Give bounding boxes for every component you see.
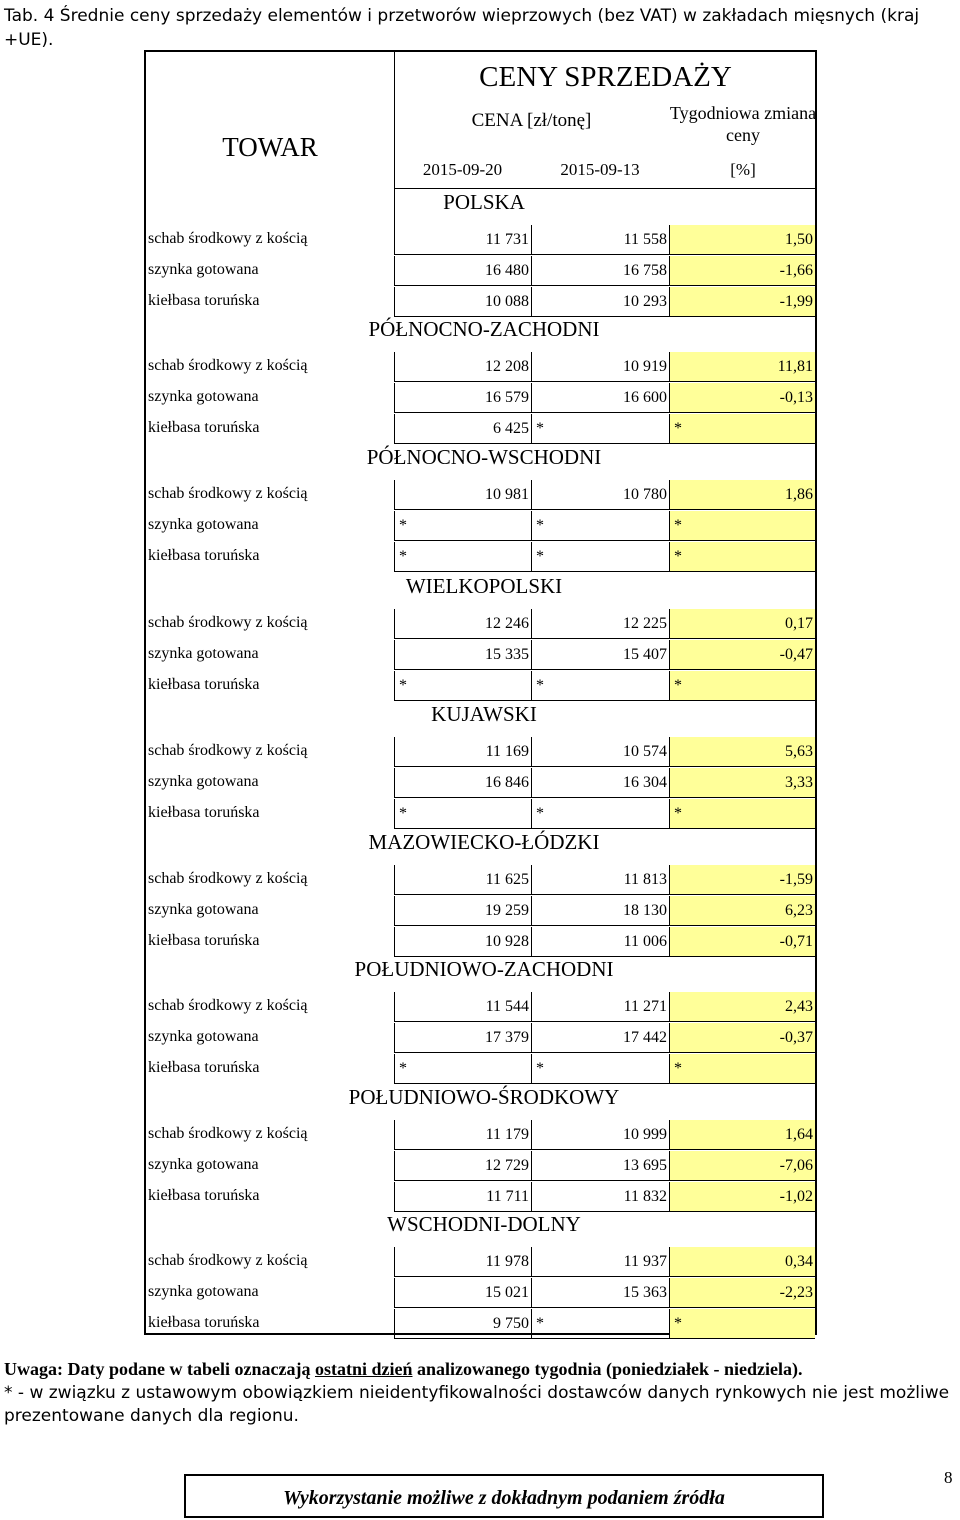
header-date-current: 2015-09-20 — [422, 160, 503, 179]
price-previous: 16 758 — [531, 256, 669, 286]
region-heading: POŁUDNIOWO-ŚRODKOWY — [348, 1085, 620, 1109]
price-current: 16 579 — [394, 383, 531, 413]
note-text-3: analizowanego tygodnia (poniedziałek - niedziela). — [412, 1359, 803, 1379]
region-heading: POŁUDNIOWO-ZACHODNI — [354, 957, 614, 981]
price-current: 11 731 — [394, 225, 531, 255]
price-current: 17 379 — [394, 1023, 531, 1053]
price-change: * — [669, 542, 815, 572]
header-cena: CENA [zł/tonę] — [471, 110, 592, 131]
product-name: szynka gotowana — [148, 645, 259, 662]
table-row — [146, 480, 815, 510]
price-current: 12 246 — [394, 609, 531, 639]
product-name: kiełbasa toruńska — [148, 1059, 260, 1076]
price-change: -1,66 — [669, 256, 815, 286]
price-current: 10 088 — [394, 287, 531, 317]
page-number: 8 — [944, 1468, 953, 1487]
table-row — [146, 383, 815, 413]
product-name: szynka gotowana — [148, 261, 259, 278]
price-change: * — [669, 414, 815, 444]
price-previous: 10 293 — [531, 287, 669, 317]
price-previous: 10 780 — [531, 480, 669, 510]
header-tygodniowa-zmiana: Tygodniowa zmiana ceny — [669, 103, 817, 145]
product-name: szynka gotowana — [148, 1156, 259, 1173]
table-row — [146, 1023, 815, 1053]
price-previous: 15 363 — [531, 1278, 669, 1308]
price-change: 1,86 — [669, 480, 815, 510]
region-heading: KUJAWSKI — [431, 702, 537, 726]
price-change: * — [669, 1054, 815, 1084]
product-name: kiełbasa toruńska — [148, 676, 260, 693]
table-row — [146, 671, 815, 701]
table-row — [146, 1247, 815, 1277]
price-current: 16 846 — [394, 768, 531, 798]
price-current: 11 978 — [394, 1247, 531, 1277]
product-name: szynka gotowana — [148, 901, 259, 918]
price-change: -0,13 — [669, 383, 815, 413]
table-row — [146, 1054, 815, 1084]
table-row — [146, 896, 815, 926]
price-previous: * — [531, 1054, 669, 1084]
product-name: szynka gotowana — [148, 773, 259, 790]
price-previous: 10 999 — [531, 1120, 669, 1150]
product-name: schab środkowy z kością — [148, 230, 308, 247]
table-row — [146, 511, 815, 541]
price-current: 19 259 — [394, 896, 531, 926]
header-ceny-sprzedazy: CENY SPRZEDAŻY — [479, 61, 732, 93]
product-name: kiełbasa toruńska — [148, 419, 260, 436]
product-name: schab środkowy z kością — [148, 997, 308, 1014]
price-change: 6,23 — [669, 896, 815, 926]
price-change: -0,71 — [669, 927, 815, 957]
table-row — [146, 768, 815, 798]
note-text-underlined: ostatni dzień — [314, 1359, 413, 1379]
product-name: kiełbasa toruńska — [148, 932, 260, 949]
price-change: 5,63 — [669, 737, 815, 767]
table-row — [146, 1309, 815, 1339]
header-towar: TOWAR — [146, 52, 395, 242]
price-change: * — [669, 671, 815, 701]
product-name: szynka gotowana — [148, 1283, 259, 1300]
price-current: 10 928 — [394, 927, 531, 957]
price-change: -0,47 — [669, 640, 815, 670]
table-row — [146, 542, 815, 572]
price-previous: 11 271 — [531, 992, 669, 1022]
price-current: 11 711 — [394, 1182, 531, 1212]
note-asterisk-explanation: * - w związku z ustawowym obowiązkiem nieidentyfikowalności dostawców danych rynkowych nie jest możliwe prezentowane danych dla regionu. — [4, 1383, 950, 1426]
note — [4, 1358, 954, 1428]
price-previous: * — [531, 511, 669, 541]
product-name: schab środkowy z kością — [148, 614, 308, 631]
region-heading: WSCHODNI-DOLNY — [387, 1212, 581, 1236]
product-name: schab środkowy z kością — [148, 485, 308, 502]
product-name: schab środkowy z kością — [148, 1252, 308, 1269]
price-current: * — [394, 1054, 531, 1084]
table-row — [146, 1151, 815, 1181]
price-previous: * — [531, 799, 669, 829]
table-row — [146, 352, 815, 382]
price-change: * — [669, 799, 815, 829]
price-change: -1,59 — [669, 865, 815, 895]
product-name: szynka gotowana — [148, 1028, 259, 1045]
price-current: 15 021 — [394, 1278, 531, 1308]
table-row — [146, 865, 815, 895]
price-previous: * — [531, 542, 669, 572]
price-change: 1,50 — [669, 225, 815, 255]
product-name: schab środkowy z kością — [148, 1125, 308, 1142]
price-change: 11,81 — [669, 352, 815, 382]
table-row — [146, 992, 815, 1022]
price-previous: 16 304 — [531, 768, 669, 798]
product-name: schab środkowy z kością — [148, 742, 308, 759]
price-change: 0,17 — [669, 609, 815, 639]
product-name: kiełbasa toruńska — [148, 292, 260, 309]
price-previous: 11 813 — [531, 865, 669, 895]
price-change: -7,06 — [669, 1151, 815, 1181]
table-row — [146, 287, 815, 317]
product-name: schab środkowy z kością — [148, 357, 308, 374]
table-row — [146, 799, 815, 829]
price-change: 3,33 — [669, 768, 815, 798]
product-name: kiełbasa toruńska — [148, 1187, 260, 1204]
price-current: 12 208 — [394, 352, 531, 382]
table-row — [146, 256, 815, 286]
price-current: 11 625 — [394, 865, 531, 895]
price-previous: 16 600 — [531, 383, 669, 413]
price-current: * — [394, 511, 531, 541]
price-current: 6 425 — [394, 414, 531, 444]
price-previous: 17 442 — [531, 1023, 669, 1053]
table-caption: Tab. 4 Średnie ceny sprzedaży elementów i przetworów wieprzowych (bez VAT) w zakładach mięsnych (kraj +UE). — [4, 6, 920, 50]
price-previous: * — [531, 414, 669, 444]
region-heading: MAZOWIECKO-ŁÓDZKI — [368, 830, 600, 854]
price-current: * — [394, 542, 531, 572]
product-name: szynka gotowana — [148, 516, 259, 533]
price-previous: * — [531, 1309, 669, 1339]
price-previous: 11 006 — [531, 927, 669, 957]
price-change: 2,43 — [669, 992, 815, 1022]
price-change: * — [669, 511, 815, 541]
price-change: -2,23 — [669, 1278, 815, 1308]
header-percent: [%] — [730, 160, 756, 179]
price-change: 1,64 — [669, 1120, 815, 1150]
price-current: 15 335 — [394, 640, 531, 670]
source-footer: Wykorzystanie możliwe z dokładnym podaniem źródła — [184, 1474, 824, 1518]
price-previous: 13 695 — [531, 1151, 669, 1181]
region-heading: WIELKOPOLSKI — [405, 574, 563, 598]
table-row — [146, 927, 815, 957]
price-previous: 18 130 — [531, 896, 669, 926]
table-row — [146, 640, 815, 670]
price-current: 9 750 — [394, 1309, 531, 1339]
price-previous: 10 574 — [531, 737, 669, 767]
table-row — [146, 1120, 815, 1150]
table-row — [146, 737, 815, 767]
product-name: kiełbasa toruńska — [148, 804, 260, 821]
price-previous: * — [531, 671, 669, 701]
product-name: schab środkowy z kością — [148, 870, 308, 887]
price-previous: 10 919 — [531, 352, 669, 382]
price-change: -0,37 — [669, 1023, 815, 1053]
region-heading: POLSKA — [443, 190, 525, 214]
table-row — [146, 225, 815, 255]
price-previous: 15 407 — [531, 640, 669, 670]
region-heading: PÓŁNOCNO-ZACHODNI — [368, 317, 600, 341]
price-previous: 11 832 — [531, 1182, 669, 1212]
price-current: 11 179 — [394, 1120, 531, 1150]
header-divider — [394, 188, 817, 189]
price-change: * — [669, 1309, 815, 1339]
product-name: kiełbasa toruńska — [148, 1314, 260, 1331]
price-current: * — [394, 799, 531, 829]
table-row — [146, 609, 815, 639]
price-previous: 12 225 — [531, 609, 669, 639]
price-current: * — [394, 671, 531, 701]
price-table — [144, 50, 817, 1335]
header-date-previous: 2015-09-13 — [560, 160, 640, 179]
table-row — [146, 1182, 815, 1212]
price-current: 12 729 — [394, 1151, 531, 1181]
product-name: szynka gotowana — [148, 388, 259, 405]
table-row — [146, 414, 815, 444]
price-current: 11 169 — [394, 737, 531, 767]
region-heading: PÓŁNOCNO-WSCHODNI — [366, 445, 602, 469]
product-name: kiełbasa toruńska — [148, 547, 260, 564]
price-current: 11 544 — [394, 992, 531, 1022]
price-previous: 11 937 — [531, 1247, 669, 1277]
note-text-1: Uwaga: Daty podane w tabeli oznaczają — [4, 1359, 315, 1379]
table-row — [146, 1278, 815, 1308]
price-change: 0,34 — [669, 1247, 815, 1277]
price-change: -1,99 — [669, 287, 815, 317]
price-current: 16 480 — [394, 256, 531, 286]
price-previous: 11 558 — [531, 225, 669, 255]
price-change: -1,02 — [669, 1182, 815, 1212]
price-current: 10 981 — [394, 480, 531, 510]
